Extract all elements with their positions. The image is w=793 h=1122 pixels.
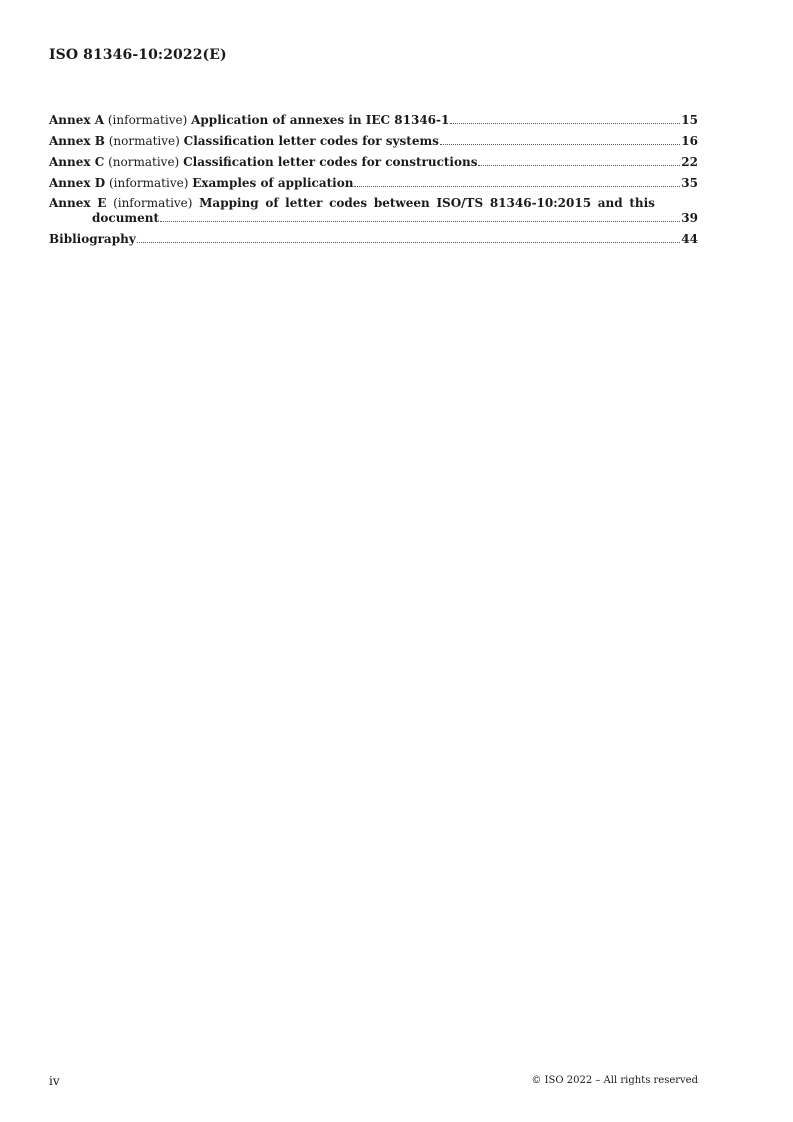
document-id-header: ISO 81346-10:2022(E) <box>49 47 227 63</box>
dot-leader <box>354 186 680 187</box>
toc-entry-title-line: Annex E (informative) Mapping of letter codes between ISO/TS 81346-10:2015 and this <box>49 196 655 210</box>
toc-entry-bibliography[interactable] <box>49 231 698 247</box>
toc-page-number: 15 <box>681 113 698 127</box>
toc-entry-title: Bibliography <box>49 232 136 246</box>
toc-entry-annex-d[interactable] <box>49 175 698 191</box>
dot-leader <box>137 242 681 243</box>
table-of-contents <box>49 112 698 252</box>
toc-page-number: 44 <box>681 232 698 246</box>
toc-entry-annex-c[interactable] <box>49 154 698 170</box>
toc-entry-continuation: document <box>92 211 160 225</box>
toc-entry-title: Annex D (informative) Examples of application <box>49 176 354 190</box>
toc-entry-annex-a[interactable] <box>49 112 698 128</box>
toc-entry-title: Annex A (informative) Application of annexes in IEC 81346-1 <box>49 113 450 127</box>
dot-leader <box>160 221 680 222</box>
toc-page-number: 39 <box>681 211 698 225</box>
dot-leader <box>450 123 680 124</box>
dot-leader <box>440 144 680 145</box>
page-number-footer: iv <box>49 1074 60 1088</box>
toc-page-number: 16 <box>681 134 698 148</box>
toc-entry-title: Annex C (normative) Classification letter codes for constructions <box>49 155 478 169</box>
toc-entry-continuation-line <box>49 211 698 226</box>
toc-page-number: 35 <box>681 176 698 190</box>
toc-entry-annex-b[interactable] <box>49 133 698 149</box>
copyright-footer: © ISO 2022 – All rights reserved <box>531 1075 698 1086</box>
toc-entry-annex-e[interactable] <box>49 196 698 226</box>
toc-entry-title: Annex B (normative) Classification letter codes for systems <box>49 134 439 148</box>
dot-leader <box>478 165 680 166</box>
toc-page-number: 22 <box>681 155 698 169</box>
